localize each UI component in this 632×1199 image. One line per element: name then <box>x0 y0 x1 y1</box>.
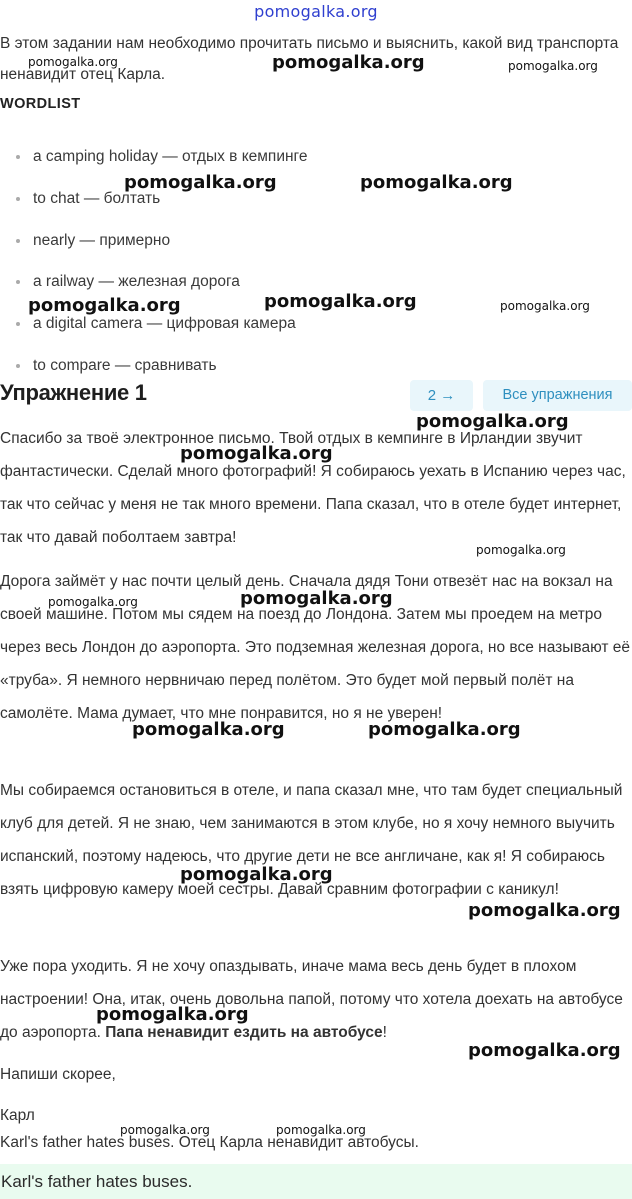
watermark: pomogalka.org <box>276 1123 366 1137</box>
watermark: pomogalka.org <box>508 59 598 73</box>
watermark: pomogalka.org <box>124 172 277 193</box>
watermark: pomogalka.org <box>264 291 417 312</box>
watermark: pomogalka.org <box>28 295 181 316</box>
watermark: pomogalka.org <box>360 172 513 193</box>
watermark: pomogalka.org <box>180 443 333 464</box>
letter-signature: Карл <box>0 1107 35 1124</box>
bullet-icon <box>16 280 20 284</box>
letter-closing: Напиши скорее, <box>0 1066 116 1083</box>
letter-paragraph-1: Спасибо за твоё электронное письмо. Твой отдых в кемпинге в Ирландии звучит фантастически. Сделай много фотографий! Я собираюсь уехать в Испанию через час, так что сейчас у меня не так много времени. Папа сказал, что в отеле будет интернет, так что давай поболтаем завтра! <box>0 430 626 546</box>
all-exercises-button[interactable]: Все упражнения <box>483 380 632 411</box>
bullet-icon <box>16 364 20 368</box>
watermark: pomogalka.org <box>500 299 590 313</box>
bullet-icon <box>16 239 20 243</box>
list-item: a digital camera — цифровая камера <box>0 307 632 349</box>
watermark: pomogalka.org <box>96 1004 249 1025</box>
watermark: pomogalka.org <box>120 1123 210 1137</box>
list-item: a camping holiday — отдых в кемпинге <box>0 140 632 182</box>
bullet-icon <box>16 322 20 326</box>
letter-paragraph-3: Мы собираемся остановиться в отеле, и папа сказал мне, что там будет специальный клуб для детей. Я не знаю, чем занимаются в этом клубе, но я хочу немного выучить испанский, поэтому надеюсь, что другие дети не все англичане, как я! Я собираюсь взять цифровую камеру моей сестры. Давай сравним фотографии с каникул! <box>0 782 623 898</box>
task-intro: В этом задании нам необходимо прочитать письмо и выяснить, какой вид транспорта ненавидит отец Карла. <box>0 35 619 83</box>
bullet-icon <box>16 155 20 159</box>
watermark: pomogalka.org <box>368 719 521 740</box>
watermark: pomogalka.org <box>180 864 333 885</box>
site-header[interactable]: pomogalka.org <box>254 2 378 21</box>
watermark: pomogalka.org <box>476 543 566 557</box>
watermark: pomogalka.org <box>272 52 425 73</box>
watermark: pomogalka.org <box>416 411 569 432</box>
arrow-right-icon: → <box>440 387 456 404</box>
wordlist <box>0 140 632 391</box>
letter-paragraph-4: Уже пора уходить. Я не хочу опаздывать, иначе мама весь день будет в плохом настроении! Она, итак, очень довольна папой, потому что хотела доехать на автобусе до аэропорта. Папа ненавидит ездить на автобусе! <box>0 958 623 1041</box>
next-exercise-button[interactable]: 2 → <box>410 380 473 411</box>
watermark: pomogalka.org <box>240 588 393 609</box>
letter-paragraph-2: Дорога займёт у нас почти целый день. Сначала дядя Тони отвезёт нас на вокзал на своей машине. Потом мы сядем на поезд до Лондона. Затем мы проедем на метро через весь Лондон до аэропорта. Это подземная железная дорога, но все называют её «труба». Я немного нервничаю перед полётом. Это будет мой первый полёт на самолёте. Мама думает, что мне понравится, но я не уверен! <box>0 573 631 722</box>
answer-text: Karl's father hates buses. Отец Карла ненавидит автобусы. <box>0 1134 419 1151</box>
list-item: to chat — болтать <box>0 182 632 224</box>
answer-box: Karl's father hates buses. <box>0 1164 632 1199</box>
list-item: to compare — сравнивать <box>0 349 632 391</box>
watermark: pomogalka.org <box>132 719 285 740</box>
watermark: pomogalka.org <box>28 55 118 69</box>
key-sentence: Папа ненавидит ездить на автобусе <box>105 1024 383 1041</box>
list-item: a railway — железная дорога <box>0 265 632 307</box>
exercise-title: Упражнение 1 <box>0 380 147 405</box>
watermark: pomogalka.org <box>48 595 138 609</box>
wordlist-title: WORDLIST <box>0 96 81 112</box>
bullet-icon <box>16 197 20 201</box>
watermark: pomogalka.org <box>468 1040 621 1061</box>
watermark: pomogalka.org <box>468 900 621 921</box>
list-item: nearly — примерно <box>0 224 632 266</box>
